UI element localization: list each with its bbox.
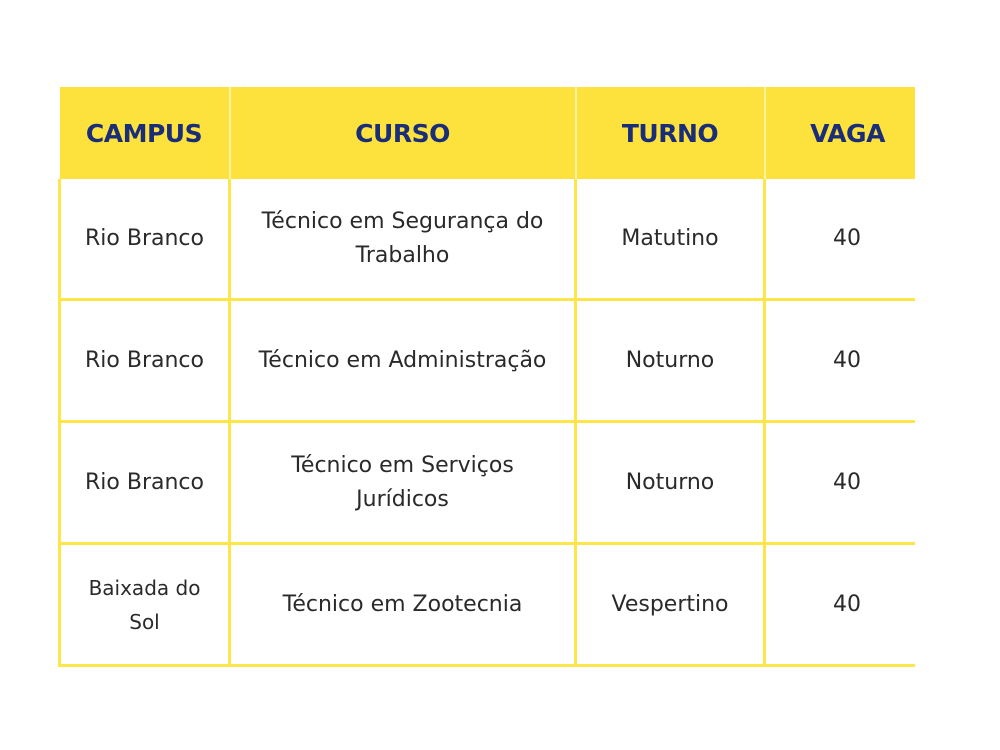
header-campus: CAMPUS xyxy=(60,87,230,179)
cell-campus: Baixada do Sol xyxy=(60,544,230,666)
cell-curso: Técnico em Serviços Jurídicos xyxy=(230,422,576,544)
cell-curso: Técnico em Zootecnia xyxy=(230,544,576,666)
cell-campus: Rio Branco xyxy=(60,179,230,300)
cell-curso: Técnico em Segurança do Trabalho xyxy=(230,179,576,300)
cell-turno: Noturno xyxy=(576,422,765,544)
table-body xyxy=(60,179,916,666)
cell-vaga: 40 xyxy=(765,179,916,300)
cell-campus: Rio Branco xyxy=(60,300,230,422)
header-row xyxy=(60,87,916,179)
table-row xyxy=(60,300,916,422)
cell-campus: Rio Branco xyxy=(60,422,230,544)
header-curso: CURSO xyxy=(230,87,576,179)
cell-vaga: 40 xyxy=(765,544,916,666)
cell-vaga: 40 xyxy=(765,422,916,544)
header-turno: TURNO xyxy=(576,87,765,179)
table-row xyxy=(60,544,916,666)
cell-turno: Matutino xyxy=(576,179,765,300)
table-row xyxy=(60,422,916,544)
table-header xyxy=(60,87,916,179)
table-row xyxy=(60,179,916,300)
cell-turno: Noturno xyxy=(576,300,765,422)
cell-turno: Vespertino xyxy=(576,544,765,666)
courses-table xyxy=(58,87,915,667)
courses-table-container xyxy=(58,87,915,673)
header-vaga: VAGA xyxy=(765,87,916,179)
cell-curso: Técnico em Administração xyxy=(230,300,576,422)
cell-vaga: 40 xyxy=(765,300,916,422)
